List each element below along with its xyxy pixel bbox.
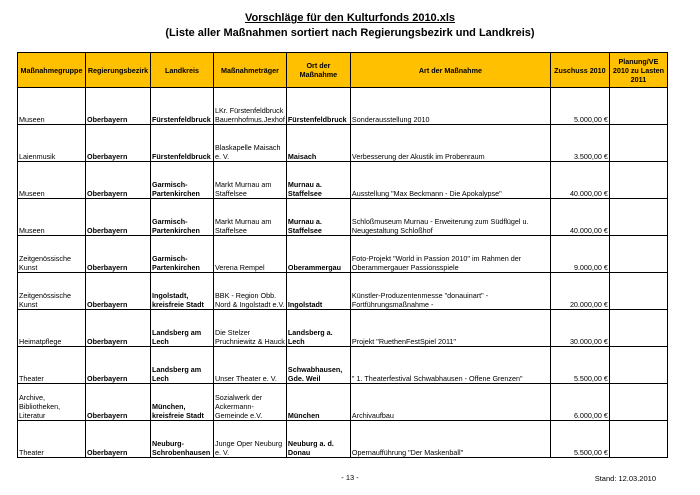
cell-gruppe: Museen	[18, 88, 86, 125]
cell-bezirk: Oberbayern	[86, 236, 151, 273]
column-header-art: Art der Maßnahme	[350, 53, 550, 88]
table-row	[18, 88, 668, 125]
cell-bezirk: Oberbayern	[86, 310, 151, 347]
cell-landkreis: Garmisch-Partenkirchen	[151, 199, 214, 236]
cell-ort: Landsberg a. Lech	[286, 310, 350, 347]
table-row	[18, 125, 668, 162]
cell-planung	[609, 384, 667, 421]
cell-ort: Oberammergau	[286, 236, 350, 273]
cell-bezirk: Oberbayern	[86, 88, 151, 125]
cell-bezirk: Oberbayern	[86, 384, 151, 421]
cell-art: " 1. Theaterfestival Schwabhausen - Offene Grenzen"	[350, 347, 550, 384]
cell-ort: Ingolstadt	[286, 273, 350, 310]
cell-landkreis: Landsberg am Lech	[151, 347, 214, 384]
cell-zuschuss: 6.000,00 €	[550, 384, 609, 421]
cell-landkreis: Fürstenfeldbruck	[151, 125, 214, 162]
cell-art: Ausstellung "Max Beckmann - Die Apokalypse"	[350, 162, 550, 199]
cell-zuschuss: 20.000,00 €	[550, 273, 609, 310]
cell-planung	[609, 421, 667, 458]
cell-planung	[609, 162, 667, 199]
cell-art: Archivaufbau	[350, 384, 550, 421]
cell-traeger: Junge Oper Neuburg e. V.	[214, 421, 287, 458]
column-header-gruppe: Maßnahmegruppe	[18, 53, 86, 88]
cell-bezirk: Oberbayern	[86, 125, 151, 162]
cell-traeger: Unser Theater e. V.	[214, 347, 287, 384]
cell-landkreis: Neuburg-Schrobenhausen	[151, 421, 214, 458]
cell-traeger: Verena Rempel	[214, 236, 287, 273]
cell-traeger: LKr. Fürstenfeldbruck Bauernhofmus.Jexhof	[214, 88, 287, 125]
cell-ort: Maisach	[286, 125, 350, 162]
cell-traeger: BBK - Region Obb. Nord & Ingolstadt e.V.	[214, 273, 287, 310]
table-row	[18, 347, 668, 384]
cell-art: Foto-Projekt "World in Passion 2010" im Rahmen der Oberammergauer Passionsspiele	[350, 236, 550, 273]
cell-bezirk: Oberbayern	[86, 347, 151, 384]
cell-landkreis: München, kreisfreie Stadt	[151, 384, 214, 421]
column-header-zuschuss: Zuschuss 2010	[550, 53, 609, 88]
cell-gruppe: Zeitgenössische Kunst	[18, 273, 86, 310]
cell-zuschuss: 5.500,00 €	[550, 347, 609, 384]
table-row	[18, 162, 668, 199]
cell-ort: Murnau a. Staffelsee	[286, 199, 350, 236]
cell-gruppe: Zeitgenössische Kunst	[18, 236, 86, 273]
cell-gruppe: Laienmusik	[18, 125, 86, 162]
cell-planung	[609, 347, 667, 384]
cell-landkreis: Garmisch-Partenkirchen	[151, 162, 214, 199]
cell-planung	[609, 273, 667, 310]
cell-landkreis: Landsberg am Lech	[151, 310, 214, 347]
cell-traeger: Blaskapelle Maisach e. V.	[214, 125, 287, 162]
cell-art: Künstler-Produzentenmesse "donauinart" - Fortführungsmaßnahme -	[350, 273, 550, 310]
cell-ort: Fürstenfeldbruck	[286, 88, 350, 125]
cell-art: Schloßmuseum Murnau - Erweiterung zum Südflügel u. Neugestaltung Schloßhof	[350, 199, 550, 236]
header-row	[18, 53, 668, 88]
cell-bezirk: Oberbayern	[86, 273, 151, 310]
column-header-ort: Ort der Maßnahme	[286, 53, 350, 88]
cell-traeger: Sozialwerk der Ackermann-Gemeinde e.V.	[214, 384, 287, 421]
cell-landkreis: Fürstenfeldbruck	[151, 88, 214, 125]
table-row	[18, 273, 668, 310]
cell-ort: Murnau a. Staffelsee	[286, 162, 350, 199]
cell-ort: München	[286, 384, 350, 421]
cell-zuschuss: 30.000,00 €	[550, 310, 609, 347]
cell-art: Sonderausstellung 2010	[350, 88, 550, 125]
cell-gruppe: Archive, Bibliotheken, Literatur	[18, 384, 86, 421]
table-row	[18, 199, 668, 236]
cell-planung	[609, 236, 667, 273]
cell-ort: Schwabhausen, Gde. Weil	[286, 347, 350, 384]
cell-traeger: Markt Murnau am Staffelsee	[214, 199, 287, 236]
table-row	[18, 384, 668, 421]
cell-gruppe: Theater	[18, 421, 86, 458]
cell-zuschuss: 9.000,00 €	[550, 236, 609, 273]
cell-planung	[609, 310, 667, 347]
document-title: Vorschläge für den Kulturfonds 2010.xls	[244, 12, 456, 24]
cell-zuschuss: 5.500,00 €	[550, 421, 609, 458]
column-header-traeger: Maßnahmeträger	[214, 53, 287, 88]
cell-art: Projekt "RuethenFestSpiel 2011"	[350, 310, 550, 347]
cell-gruppe: Heimatpflege	[18, 310, 86, 347]
table-row	[18, 310, 668, 347]
column-header-bezirk: Regierungsbezirk	[86, 53, 151, 88]
cell-zuschuss: 3.500,00 €	[550, 125, 609, 162]
cell-gruppe: Theater	[18, 347, 86, 384]
cell-gruppe: Museen	[18, 199, 86, 236]
table-row	[18, 421, 668, 458]
page-number: - 13 -	[341, 473, 359, 482]
cell-planung	[609, 88, 667, 125]
cell-art: Verbesserung der Akustik im Probenraum	[350, 125, 550, 162]
cell-bezirk: Oberbayern	[86, 199, 151, 236]
cell-zuschuss: 40.000,00 €	[550, 199, 609, 236]
cell-bezirk: Oberbayern	[86, 421, 151, 458]
cell-traeger: Markt Murnau am Staffelsee	[214, 162, 287, 199]
cell-planung	[609, 199, 667, 236]
document-subtitle: (Liste aller Maßnahmen sortiert nach Regierungsbezirk und Landkreis)	[165, 27, 535, 39]
measures-table	[17, 52, 668, 458]
status-date: Stand: 12.03.2010	[594, 474, 656, 483]
cell-planung	[609, 125, 667, 162]
cell-traeger: Die Stelzer Pruchniewitz & Hauck	[214, 310, 287, 347]
cell-landkreis: Garmisch-Partenkirchen	[151, 236, 214, 273]
cell-ort: Neuburg a. d. Donau	[286, 421, 350, 458]
cell-zuschuss: 5.000,00 €	[550, 88, 609, 125]
cell-art: Opernaufführung "Der Maskenball"	[350, 421, 550, 458]
cell-gruppe: Museen	[18, 162, 86, 199]
cell-landkreis: Ingolstadt, kreisfreie Stadt	[151, 273, 214, 310]
table-row	[18, 236, 668, 273]
cell-bezirk: Oberbayern	[86, 162, 151, 199]
column-header-landkreis: Landkreis	[151, 53, 214, 88]
column-header-planung: Planung/VE 2010 zu Lasten 2011	[609, 53, 667, 88]
cell-zuschuss: 40.000,00 €	[550, 162, 609, 199]
